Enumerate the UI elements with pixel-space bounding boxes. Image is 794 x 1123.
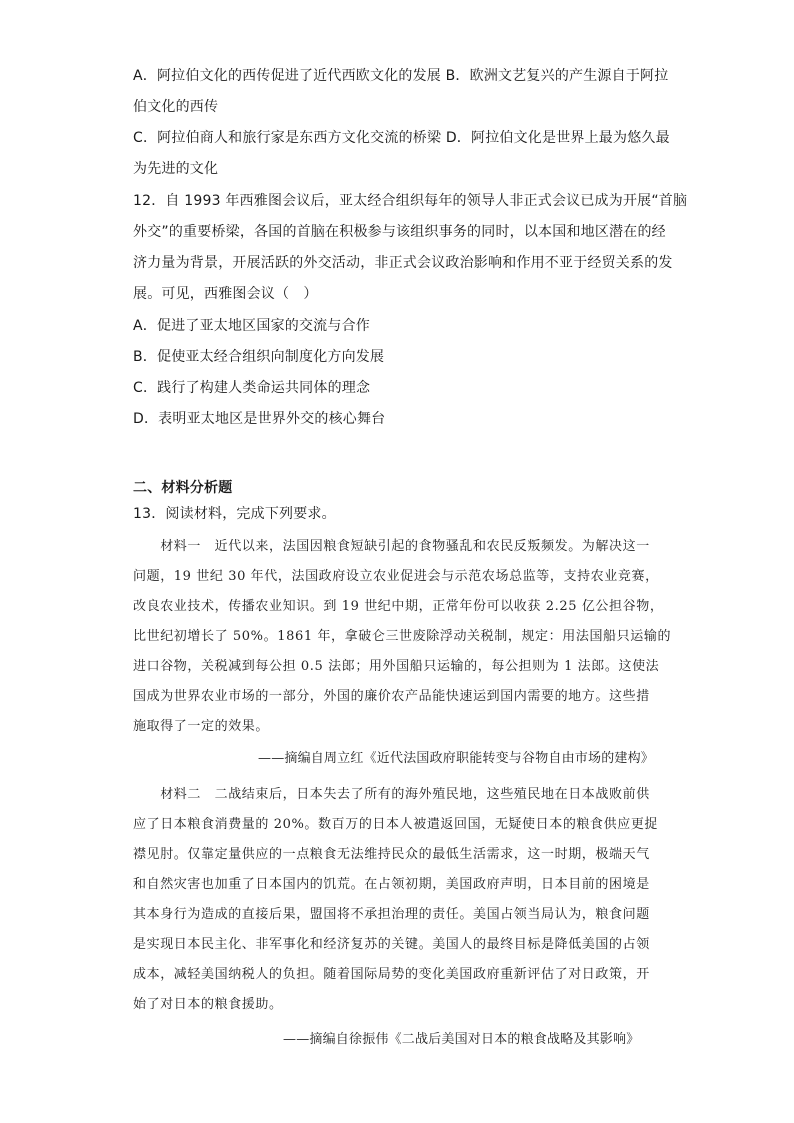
q11-option-ab: A．阿拉伯文化的西传促进了近代西欧文化的发展 B．欧洲文艺复兴的产生源自于阿拉	[133, 68, 669, 84]
material1-line-7: 施取得了一定的效果。	[133, 719, 270, 734]
material1-line-2: 问题，19 世纪 30 年代，法国政府设立农业促进会与示范农场总监等，支持农业竞赛，	[133, 569, 659, 584]
material1-line-5: 进口谷物，关税减到每公担 0.5 法郎；用外国船只运输的，每公担则为 1 法郎。这使法	[133, 659, 660, 674]
material1-line-4: 比世纪初增长了 50%。1861 年，拿破仑三世废除浮动关税制，规定：用法国船只运输的	[133, 629, 672, 644]
material2-line-3: 襟见肘。仅靠定量供应的一点粮食无法维持民众的最低生活需求，这一时期，极端天气	[133, 847, 650, 862]
q12-stem-line-2: 外交”的重要桥梁，各国的首脑在积极参与该组织事务的同时，以本国和地区潜在的经	[133, 224, 666, 240]
material2-line-2: 应了日本粮食消费量的 20%。数百万的日本人被遣返回国，无疑使日本的粮食供应更捉	[133, 817, 659, 832]
material2-line-1: 材料二 二战结束后，日本失去了所有的海外殖民地，这些殖民地在日本战败前供	[133, 787, 650, 802]
material1-line-3: 改良农业技术，传播农业知识。到 19 世纪中期，正常年份可以收获 2.25 亿公担谷物，	[133, 599, 664, 614]
q13-stem: 13．阅读材料，完成下列要求。	[133, 506, 336, 522]
material2-line-5: 其本身行为造成的直接后果，盟国将不承担治理的责任。美国占领当局认为，粮食问题	[133, 907, 650, 922]
material1-source: ——摘编自周立红《近代法国政府职能转变与谷物自由市场的建构》	[258, 751, 655, 766]
material2-line-7: 成本，减轻美国纳税人的负担。随着国际局势的变化美国政府重新评估了对日政策，开	[133, 967, 650, 982]
q12-option-b: B．促使亚太经合组织向制度化方向发展	[133, 349, 385, 365]
q12-stem-line-4: 展。可见，西雅图会议（ ）	[133, 286, 318, 302]
section-title: 二、材料分析题	[133, 480, 233, 496]
q12-option-d: D．表明亚太地区是世界外交的核心舞台	[133, 411, 386, 427]
material2-line-8: 始了对日本的粮食援助。	[133, 997, 283, 1012]
material2-line-6: 是实现日本民主化、非军事化和经济复苏的关键。美国人的最终目标是降低美国的占领	[133, 937, 650, 952]
q11-option-b-cont: 伯文化的西传	[133, 99, 219, 115]
material2-source: ——摘编自徐振伟《二战后美国对日本的粮食战略及其影响》	[283, 1032, 640, 1047]
q12-stem-line-3: 济力量为背景，开展活跃的外交活动，非正式会议政治影响和作用不亚于经贸关系的发	[133, 255, 673, 271]
q11-option-d-cont: 为先进的文化	[133, 161, 219, 177]
q12-option-c: C．践行了构建人类命运共同体的理念	[133, 380, 371, 396]
q12-option-a: A．促进了亚太地区国家的交流与合作	[133, 318, 370, 334]
q12-stem-line-1: 12．自 1993 年西雅图会议后，亚太经合组织每年的领导人非正式会议已成为开展“首脑	[133, 193, 688, 209]
material1-line-1: 材料一 近代以来，法国因粮食短缺引起的食物骚乱和农民反叛频发。为解决这一	[133, 539, 650, 554]
material2-line-4: 和自然灾害也加重了日本国内的饥荒。在占领初期，美国政府声明，日本目前的困境是	[133, 877, 650, 892]
q11-option-cd: C．阿拉伯商人和旅行家是东西方文化交流的桥梁 D．阿拉伯文化是世界上最为悠久最	[133, 130, 670, 146]
material1-line-6: 国成为世界农业市场的一部分，外国的廉价农产品能快速运到国内需要的地方。这些措	[133, 689, 650, 704]
